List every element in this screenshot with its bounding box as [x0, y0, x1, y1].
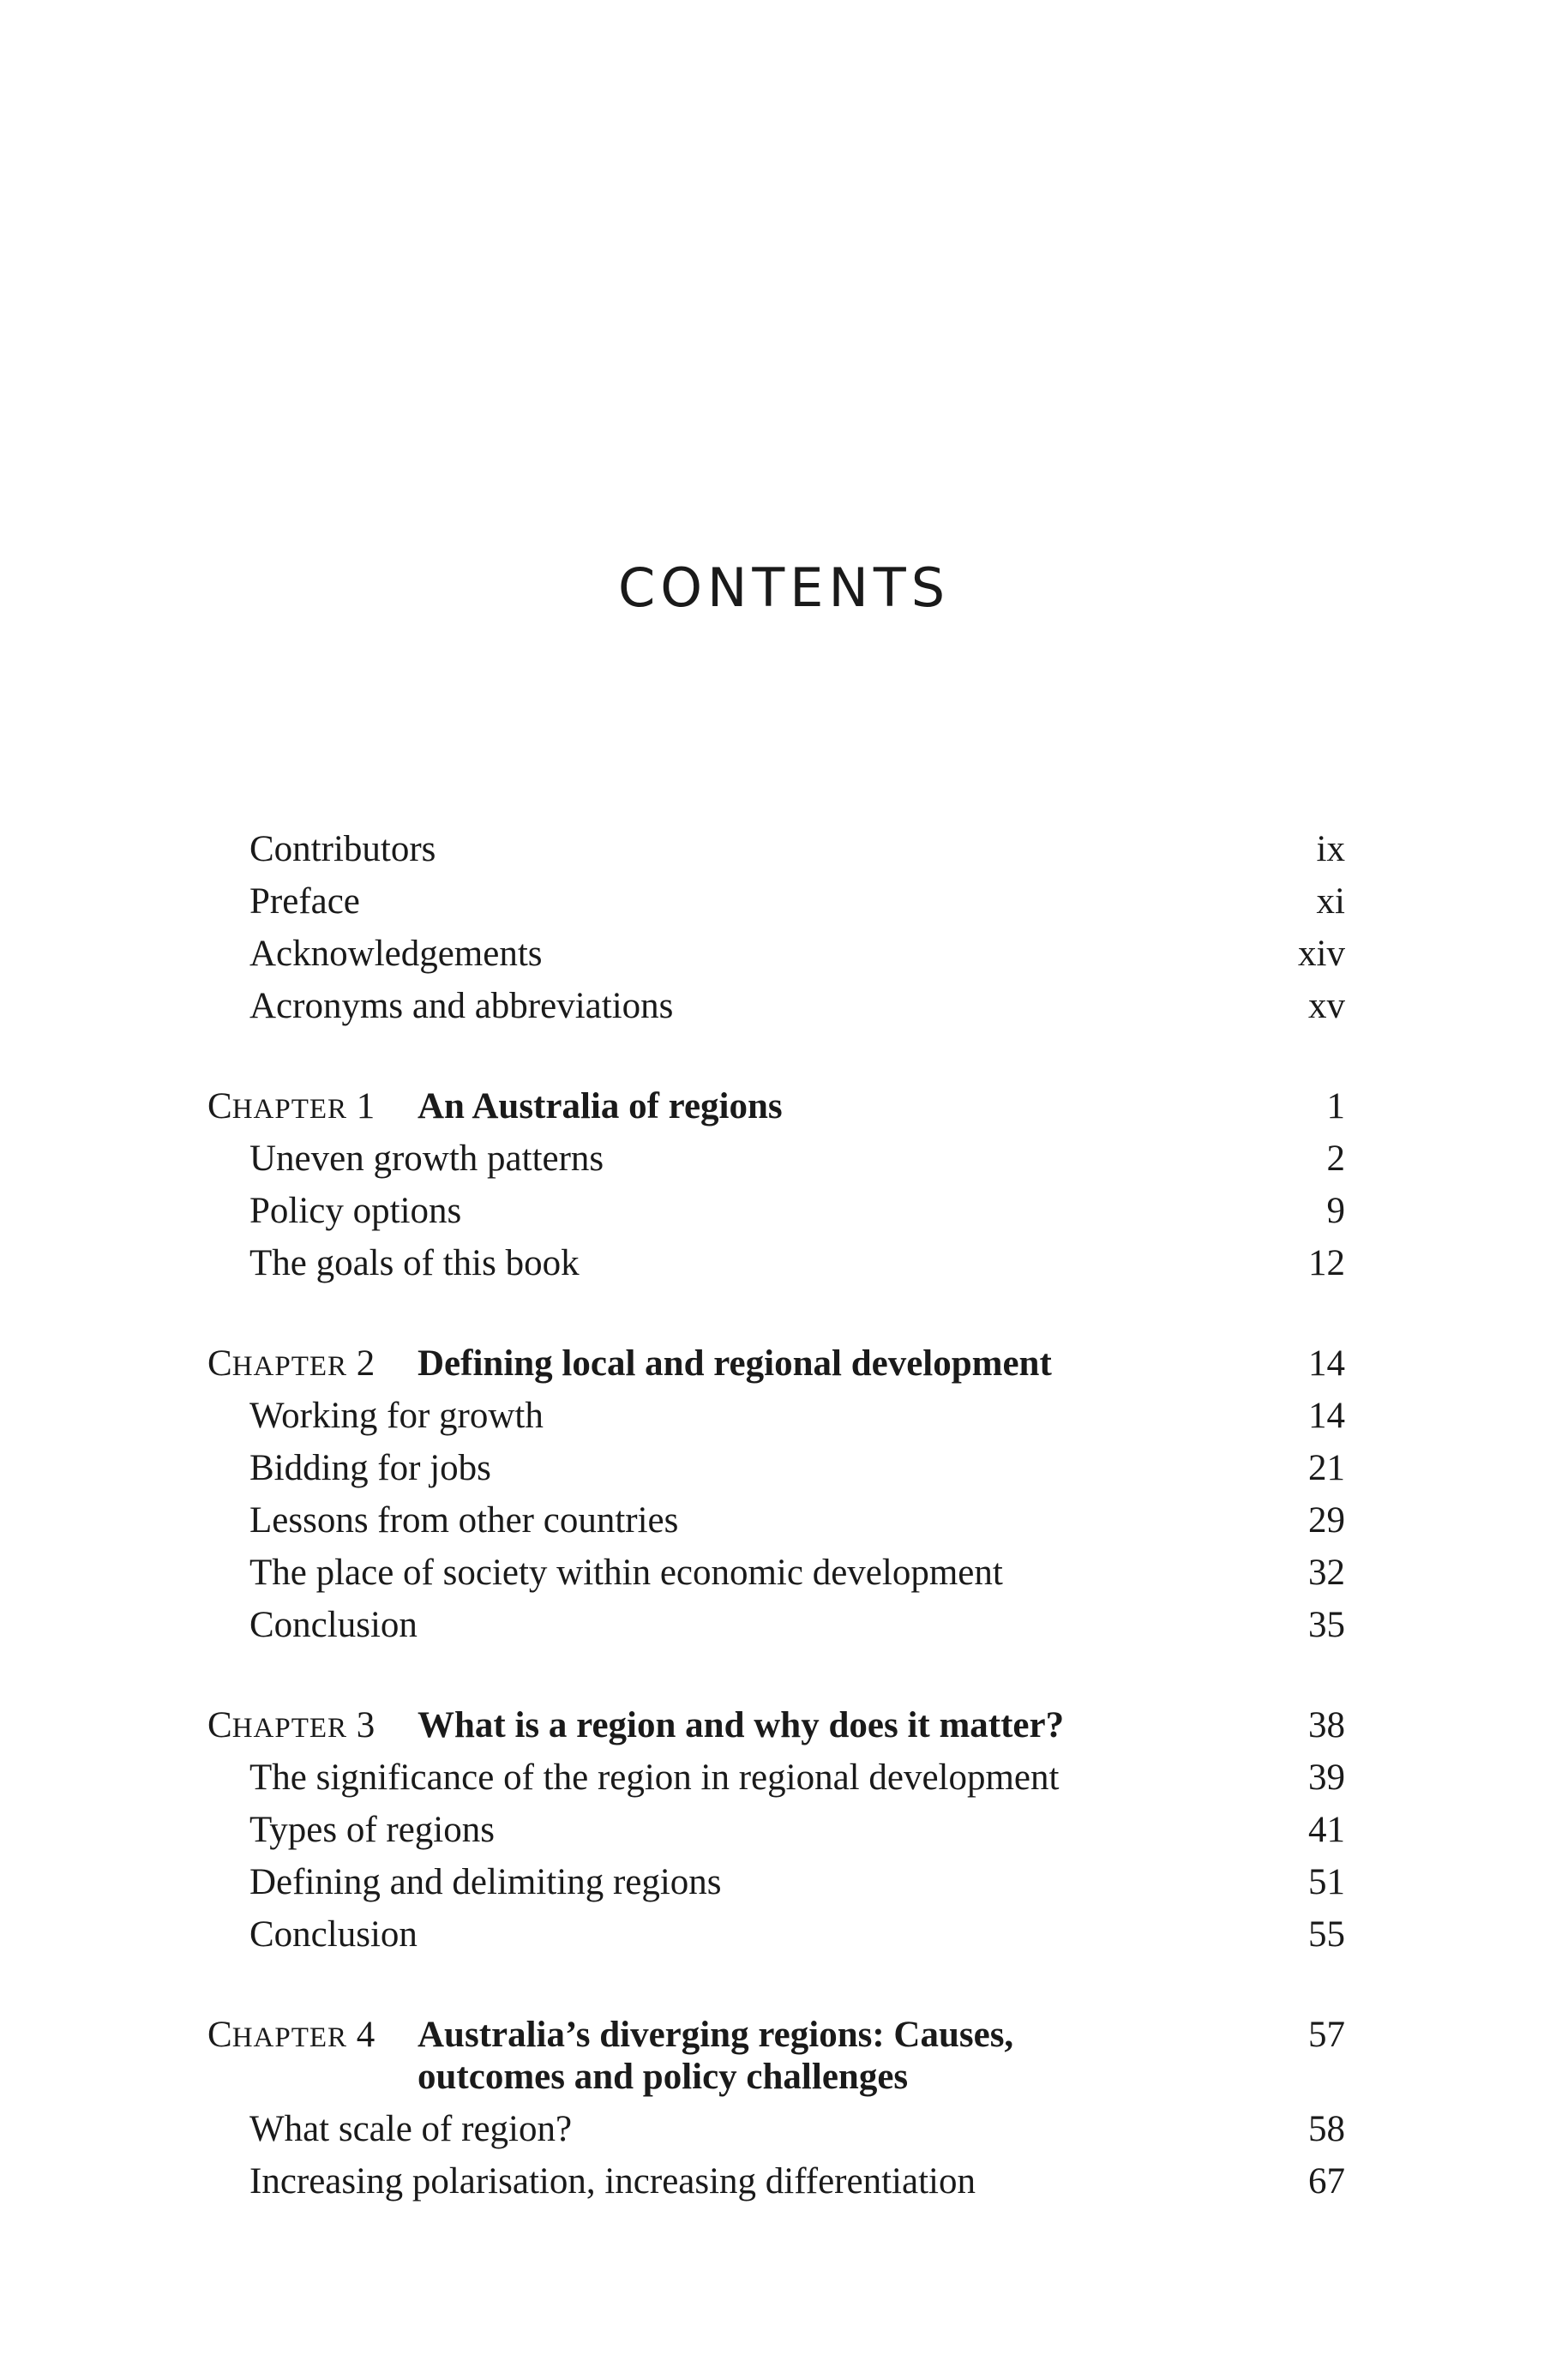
toc-section-entry[interactable]	[207, 1185, 1345, 1237]
chapter-heading[interactable]	[207, 2009, 1345, 2103]
toc-entry-label: Working for growth	[249, 1396, 544, 1436]
toc-section-entry[interactable]	[207, 1856, 1345, 1908]
chapter-title-continued: outcomes and policy challenges	[418, 2057, 909, 2097]
chapter-title: Australia’s diverging regions: Causes,	[418, 2015, 1014, 2055]
table-of-contents	[207, 823, 1345, 2208]
chapter-title: Defining local and regional development	[418, 1343, 1052, 1384]
chapter-label: CHAPTER 4	[207, 2015, 375, 2055]
toc-entry-preface[interactable]	[207, 875, 1345, 928]
toc-entry-page: 9	[1326, 1191, 1345, 1231]
toc-entry-label: Uneven growth patterns	[249, 1138, 604, 1179]
chapter-label: CHAPTER 3	[207, 1705, 375, 1745]
spacer	[207, 1289, 1345, 1337]
chapter-page: 14	[1308, 1343, 1345, 1384]
toc-entry-label: Conclusion	[249, 1605, 418, 1645]
toc-entry-label: Conclusion	[249, 1914, 418, 1955]
chapter-page: 57	[1308, 2015, 1345, 2055]
toc-entry-page: 32	[1308, 1553, 1345, 1593]
toc-entry-label: Types of regions	[249, 1810, 495, 1850]
toc-entry-label: Acronyms and abbreviations	[249, 986, 674, 1026]
toc-entry-page: 29	[1308, 1500, 1345, 1541]
toc-entry-page: 2	[1326, 1138, 1345, 1179]
chapter-page: 38	[1308, 1705, 1345, 1745]
toc-entry-label: Contributors	[249, 829, 436, 869]
toc-entry-page: ix	[1316, 829, 1345, 869]
toc-section-entry[interactable]	[207, 1547, 1345, 1599]
toc-entry-label: Preface	[249, 881, 360, 922]
toc-entry-page: 12	[1308, 1243, 1345, 1283]
toc-section-entry[interactable]	[207, 1751, 1345, 1804]
toc-section-entry[interactable]	[207, 2103, 1345, 2155]
toc-entry-label: The significance of the region in regional development	[249, 1757, 1060, 1798]
toc-entry-label: Defining and delimiting regions	[249, 1862, 722, 1902]
toc-section-entry[interactable]	[207, 1442, 1345, 1494]
spacer	[207, 1651, 1345, 1699]
toc-section-entry[interactable]	[207, 1599, 1345, 1651]
chapter-title: An Australia of regions	[418, 1086, 783, 1126]
toc-entry-label: Policy options	[249, 1191, 462, 1231]
chapter-label: CHAPTER 2	[207, 1343, 375, 1384]
chapter-heading[interactable]	[207, 1699, 1345, 1751]
chapter-page: 1	[1326, 1086, 1345, 1126]
spacer	[207, 1032, 1345, 1080]
toc-entry-page: 39	[1308, 1757, 1345, 1798]
toc-section-entry[interactable]	[207, 1804, 1345, 1856]
chapter-3-group	[207, 1699, 1345, 1961]
chapter-label: CHAPTER 1	[207, 1086, 375, 1126]
front-matter-group	[207, 823, 1345, 1032]
toc-entry-acknowledgements[interactable]	[207, 928, 1345, 980]
toc-entry-page: 14	[1308, 1396, 1345, 1436]
toc-entry-page: xv	[1308, 986, 1345, 1026]
toc-entry-page: 41	[1308, 1810, 1345, 1850]
toc-section-entry[interactable]	[207, 2155, 1345, 2208]
toc-entry-label: The goals of this book	[249, 1243, 580, 1283]
page-title: CONTENTS	[617, 556, 951, 619]
toc-entry-label: Bidding for jobs	[249, 1448, 491, 1488]
toc-entry-page: 67	[1308, 2161, 1345, 2202]
toc-entry-label: Increasing polarisation, increasing differentiation	[249, 2161, 976, 2202]
toc-entry-page: 55	[1308, 1914, 1345, 1955]
toc-entry-label: What scale of region?	[249, 2109, 573, 2149]
toc-entry-label: Lessons from other countries	[249, 1500, 679, 1541]
chapter-2-group	[207, 1337, 1345, 1651]
toc-entry-page: 21	[1308, 1448, 1345, 1488]
chapter-1-group	[207, 1080, 1345, 1289]
toc-entry-label: Acknowledgements	[249, 934, 543, 974]
spacer	[207, 1961, 1345, 2009]
toc-entry-page: xi	[1316, 881, 1345, 922]
toc-entry-contributors[interactable]	[207, 823, 1345, 875]
toc-section-entry[interactable]	[207, 1132, 1345, 1185]
toc-entry-page: xiv	[1298, 934, 1345, 974]
chapter-heading[interactable]	[207, 1080, 1345, 1132]
toc-entry-page: 35	[1308, 1605, 1345, 1645]
toc-entry-label: The place of society within economic development	[249, 1553, 1003, 1593]
toc-entry-page: 51	[1308, 1862, 1345, 1902]
chapter-4-group	[207, 2009, 1345, 2208]
toc-section-entry[interactable]	[207, 1494, 1345, 1547]
toc-entry-acronyms[interactable]	[207, 980, 1345, 1032]
toc-section-entry[interactable]	[207, 1390, 1345, 1442]
toc-entry-page: 58	[1308, 2109, 1345, 2149]
chapter-heading[interactable]	[207, 1337, 1345, 1390]
chapter-title: What is a region and why does it matter?	[418, 1705, 1065, 1745]
toc-section-entry[interactable]	[207, 1237, 1345, 1289]
toc-section-entry[interactable]	[207, 1908, 1345, 1961]
